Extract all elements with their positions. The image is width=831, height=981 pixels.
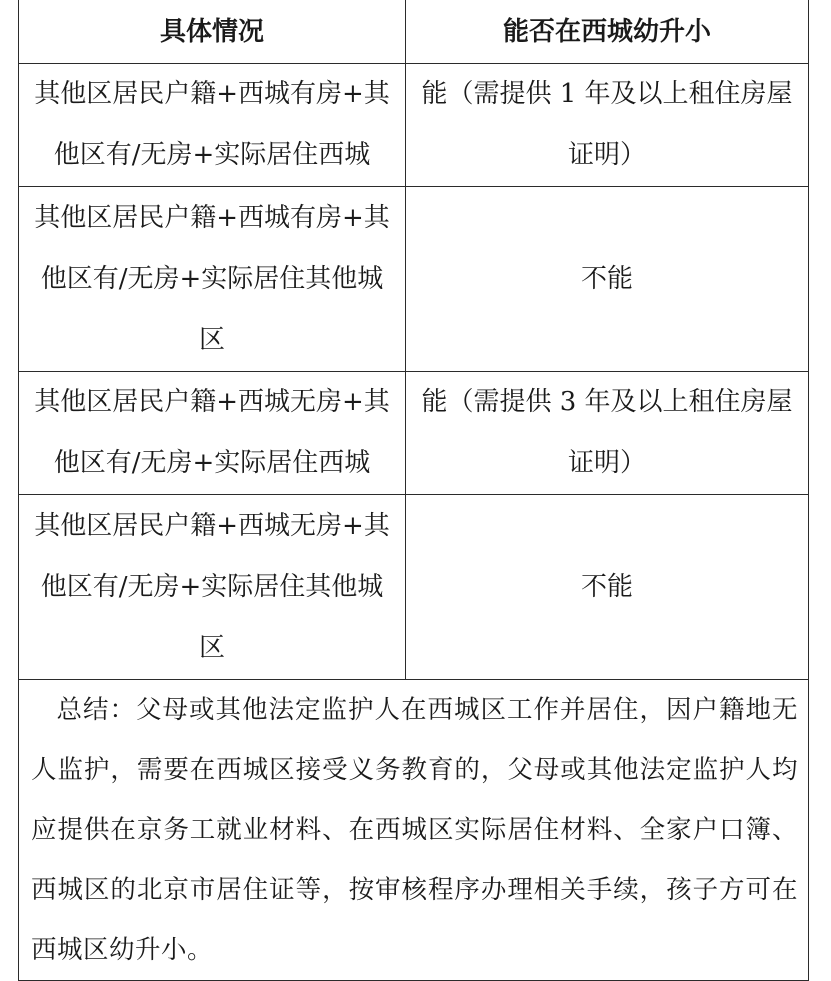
eligibility-cell: 不能: [406, 187, 809, 372]
table-row: [19, 64, 809, 187]
table-row: [19, 187, 809, 372]
eligibility-cell: 能（需提供 1 年及以上租住房屋证明）: [406, 64, 809, 187]
situation-cell: 其他区居民户籍+西城有房+其他区有/无房+实际居住西城: [19, 64, 406, 187]
summary-cell: [19, 680, 809, 981]
enrollment-table: [18, 0, 809, 981]
table-row: [19, 372, 809, 495]
eligibility-cell: 能（需提供 3 年及以上租住房屋证明）: [406, 372, 809, 495]
situation-cell: 其他区居民户籍+西城无房+其他区有/无房+实际居住其他城区: [19, 495, 406, 680]
situation-cell: 其他区居民户籍+西城无房+其他区有/无房+实际居住西城: [19, 372, 406, 495]
situation-cell: 其他区居民户籍+西城有房+其他区有/无房+实际居住其他城区: [19, 187, 406, 372]
summary-row: [19, 680, 809, 981]
table-header-row: [19, 1, 809, 64]
header-situation: 具体情况: [19, 1, 406, 64]
header-eligibility: 能否在西城幼升小: [406, 1, 809, 64]
eligibility-cell: 不能: [406, 495, 809, 680]
table-row: [19, 495, 809, 680]
summary-text: 总结：父母或其他法定监护人在西城区工作并居住，因户籍地无人监护，需要在西城区接受义务教育的，父母或其他法定监护人均应提供在京务工就业材料、在西城区实际居住材料、全家户口簿、西城区的北京市居住证等，按审核程序办理相关手续，孩子方可在西城区幼升小。: [31, 695, 798, 965]
